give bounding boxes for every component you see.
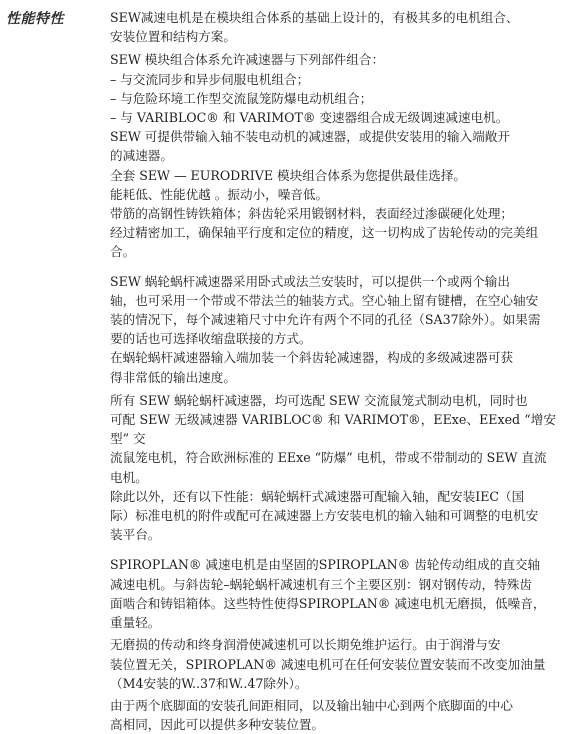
paragraph: 所有 SEW 蜗轮蜗杆减速器，均可选配 SEW 交流鼠笼式制动电机，同时也 可配 SEW 无级减速器 VARIBLOC® 和 VARIMOT®，EExe、EExed “增安型” 交 流鼠笼电机，符合欧洲标准的 EExe “防爆” 电机，带或不带制动的 SEW 直流 电机。 [110, 392, 556, 485]
paragraph: 全套 SEW — EURODRIVE 模块组合体系为您提供最佳选择。 [110, 167, 466, 183]
paragraph: 除此以外，还有以下性能：蜗轮蜗杆式减速器可配输入轴，配安装IEC（国 际）标准电机的附件或配可在减速器上方安装电机的输入轴和可调整的电机安 装平台。 [110, 488, 539, 543]
paragraph: 带筋的高钢性铸铁箱体；斜齿轮采用锻钢材料，表面经过渗碳硬化处理； 经过精密加工，确保轴平行度和定位的精度，这一切构成了齿轮传动的完美组 合。 [110, 206, 539, 260]
paragraph: SEW减速电机是在模块组合体系的基础上设计的，有极其多的电机组合、 安装位置和结构方案。 [110, 10, 519, 45]
section-heading: 性能特性 [6, 11, 64, 27]
paragraph: 能耗低、性能优越 。振动小，噪音低。 [110, 186, 329, 202]
paragraph: SEW 模块组合体系允许减速器与下列部件组合： – 与交流同步和异步伺服电机组合； – 与危险环境工作型交流鼠笼防爆电动机组合； – 与 VARIBLOC® 和 VARIMOT® 变速器组合成无级调速减速电机。 [110, 52, 509, 126]
paragraph: 由于两个底脚面的安装孔间距相同，以及输出轴中心到两个底脚面的中心 高相同，因此可以提供多种安装位置。 [110, 697, 513, 733]
paragraph: SPIROPLAN® 减速电机是由坚固的SPIROPLAN® 齿轮传动组成的直交轴 减速电机。与斜齿轮–蜗轮蜗杆减速机有三个主要区别：钢对钢传动，特殊齿 面啮合和铸铝箱体。这些特性使得SPIROPLAN® 减速电机无磨损，低噪音， 重量轻。 [110, 557, 546, 631]
paragraph: SEW 可提供带输入轴不装电动机的减速器，或提供安装用的输入端敞开 的减速器。 [110, 129, 510, 164]
paragraph: 无磨损的传动和终身润滑使减速机可以长期免维护运行。由于润滑与安 装位置无关，SPIROPLAN® 减速电机可在任何安装位置安装而不改变加油量 （M4安装的W..37和W..47除外）。 [110, 637, 546, 691]
document-body [88, 8, 556, 734]
paragraph: 在蜗轮蜗杆减速器输入端加装一个斜齿轮减速器，构成的多级减速器可获 得非常低的输出速度。 [110, 350, 513, 385]
paragraph: SEW 蜗轮蜗杆减速器采用卧式或法兰安装时，可以提供一个或两个输出 轴，也可采用一个带或不带法兰的轴装方式。空心轴上留有键槽，在空心轴安 装的情况下，每个减速箱尺寸中允许有两个不同的孔径（SA37除外）。如果需 要的话也可选择收缩盘联接的方式。 [110, 273, 541, 347]
